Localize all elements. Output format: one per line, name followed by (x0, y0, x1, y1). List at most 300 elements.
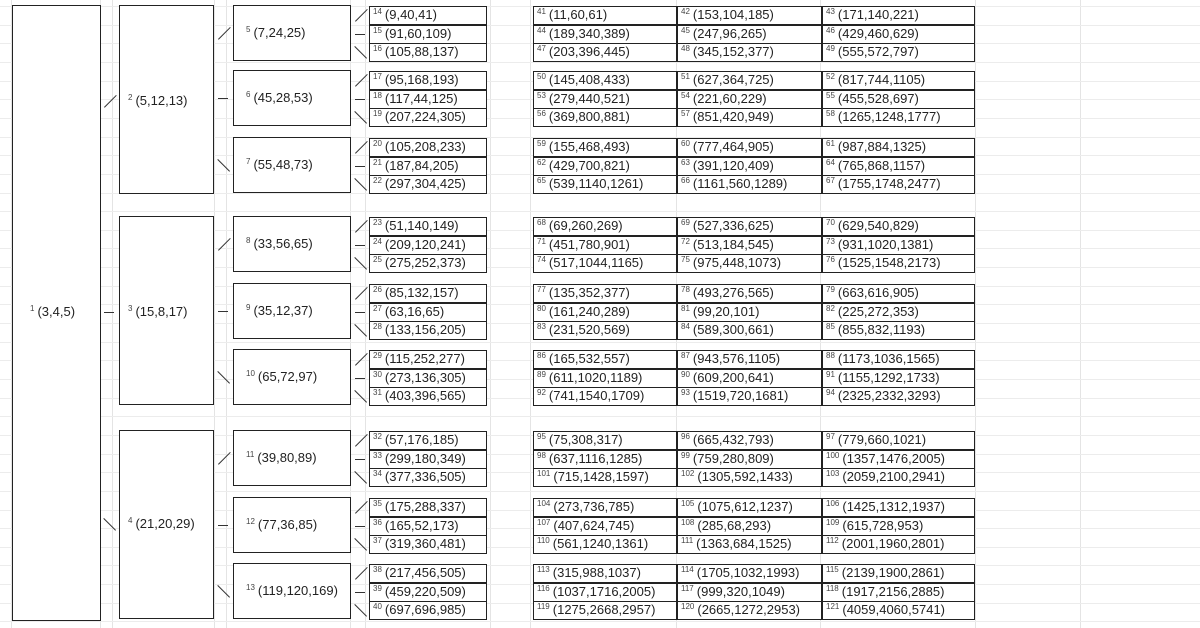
node-index: 60 (681, 139, 690, 148)
level3-cell[interactable] (369, 71, 459, 89)
node-triple: (2001,1960,2801) (841, 536, 945, 551)
level3-cell[interactable] (369, 321, 466, 339)
node-triple: (1363,684,1525) (696, 536, 792, 551)
grid-col-line (490, 0, 491, 628)
node-triple: (117,44,125) (384, 90, 458, 106)
node-triple: (217,456,505) (384, 565, 466, 580)
node-triple: (55,48,73) (253, 157, 313, 172)
level4-cell[interactable] (822, 468, 945, 486)
node-triple: (527,336,625) (692, 218, 774, 233)
node-index: 110 (537, 536, 550, 545)
level4-cell[interactable] (533, 25, 630, 43)
node-index: 121 (826, 602, 840, 611)
node-triple: (275,252,373) (384, 255, 466, 270)
node-triple: (663,616,905) (837, 285, 919, 300)
node-triple: (1161,560,1289) (692, 176, 788, 191)
node-index: 25 (373, 255, 382, 264)
node-triple: (931,1020,1381) (837, 236, 934, 252)
level3-cell[interactable] (369, 583, 466, 601)
level4-cell[interactable] (822, 564, 944, 582)
connector-mid (218, 525, 228, 526)
connector-mid (355, 592, 365, 593)
node-triple: (377,336,505) (384, 469, 466, 484)
node-index: 120 (681, 602, 695, 611)
level4-cell[interactable] (533, 254, 643, 272)
grid-col-line (365, 0, 366, 628)
node-triple: (1173,1036,1565) (837, 351, 940, 366)
level4-cell[interactable] (533, 564, 641, 582)
node-index: 69 (681, 218, 690, 227)
node-index: 46 (826, 25, 835, 35)
level3-cell[interactable] (369, 254, 466, 272)
node-triple: (637,1116,1285) (548, 450, 643, 466)
level4-cell[interactable] (677, 450, 774, 468)
connector-mid (355, 34, 365, 35)
node-triple: (165,532,557) (548, 351, 630, 366)
level4-cell[interactable] (822, 6, 919, 24)
level3-cell[interactable] (369, 284, 459, 302)
node-triple: (407,624,745) (553, 517, 635, 533)
level4-cell[interactable] (677, 157, 774, 175)
node-index: 47 (537, 44, 546, 53)
node-index: 31 (373, 388, 382, 397)
node-index: 105 (681, 499, 695, 508)
node-triple: (369,800,881) (548, 109, 630, 124)
node-triple: (555,572,797) (837, 44, 919, 59)
node-triple: (119,120,169) (257, 583, 338, 598)
level4-cell[interactable] (677, 468, 793, 486)
node-triple: (513,184,545) (692, 236, 774, 252)
node-index: 106 (826, 499, 840, 508)
level3-cell[interactable] (369, 175, 466, 193)
node-index: 82 (826, 303, 835, 313)
level4-cell[interactable] (822, 369, 940, 387)
node-index: 14 (373, 7, 382, 16)
node-triple: (561,1240,1361) (552, 536, 649, 551)
node-triple: (153,104,185) (692, 7, 774, 22)
level4-cell[interactable] (677, 217, 774, 235)
node-triple: (165,52,173) (384, 517, 459, 533)
node-index: 103 (826, 469, 840, 478)
node-triple: (1917,2156,2885) (841, 583, 945, 599)
node-index: 15 (373, 25, 382, 35)
node-index: 41 (537, 7, 546, 16)
level3-cell[interactable] (369, 43, 459, 61)
level4-cell[interactable] (677, 90, 767, 108)
node-index: 67 (826, 176, 835, 185)
level4-cell[interactable] (677, 517, 771, 535)
node-index: 98 (537, 450, 546, 460)
level4-cell[interactable] (533, 303, 630, 321)
level2-node-label (246, 24, 306, 42)
node-triple: (715,1428,1597) (553, 469, 649, 484)
node-triple: (203,396,445) (548, 44, 630, 59)
level4-cell[interactable] (533, 236, 630, 254)
node-triple: (391,120,409) (692, 157, 774, 173)
node-index: 5 (246, 25, 251, 34)
level3-cell[interactable] (369, 6, 437, 24)
level4-cell[interactable] (677, 236, 774, 254)
level3-cell[interactable] (369, 217, 459, 235)
level4-cell[interactable] (677, 387, 788, 405)
node-triple: (765,868,1157) (837, 157, 926, 173)
connector-mid (355, 378, 365, 379)
level4-cell[interactable] (677, 583, 785, 601)
level3-cell[interactable] (369, 157, 459, 175)
node-index: 94 (826, 388, 835, 397)
level3-cell[interactable] (369, 303, 444, 321)
level4-cell[interactable] (822, 284, 919, 302)
node-triple: (77,36,85) (257, 517, 318, 532)
node-triple: (1705,1032,1993) (696, 565, 800, 580)
level4-cell[interactable] (533, 369, 642, 387)
level1-node-label (128, 92, 188, 110)
node-index: 28 (373, 322, 382, 331)
level4-cell[interactable] (533, 157, 630, 175)
node-triple: (273,136,305) (384, 369, 466, 385)
node-triple: (161,240,289) (548, 303, 630, 319)
node-triple: (589,300,661) (692, 322, 774, 337)
node-index: 85 (826, 322, 835, 331)
node-index: 104 (537, 499, 551, 508)
level3-cell[interactable] (369, 601, 466, 619)
node-index: 80 (537, 303, 546, 313)
level4-cell[interactable] (822, 90, 919, 108)
level4-cell[interactable] (533, 498, 634, 516)
node-triple: (777,464,905) (692, 139, 774, 154)
level4-cell[interactable] (677, 350, 780, 368)
level3-cell[interactable] (369, 108, 466, 126)
node-triple: (115,252,277) (384, 351, 465, 366)
level3-cell[interactable] (369, 138, 466, 156)
node-triple: (63,16,65) (384, 303, 445, 319)
node-index: 70 (826, 218, 835, 227)
grid-col-line (226, 0, 227, 628)
level4-cell[interactable] (533, 601, 655, 619)
node-index: 78 (681, 285, 690, 294)
node-triple: (1357,1476,2005) (842, 450, 946, 466)
node-index: 40 (373, 602, 382, 611)
connector-down (217, 585, 230, 598)
level4-cell[interactable] (822, 321, 925, 339)
level4-cell[interactable] (533, 43, 630, 61)
level4-cell[interactable] (533, 350, 630, 368)
node-index: 88 (826, 351, 835, 360)
level2-node-label (246, 582, 338, 600)
node-triple: (231,520,569) (548, 322, 630, 337)
node-triple: (459,220,509) (384, 583, 466, 599)
grid-col-line (214, 0, 215, 628)
level4-cell[interactable] (533, 468, 649, 486)
level4-cell[interactable] (822, 431, 926, 449)
level1-node-label (128, 515, 195, 533)
level4-cell[interactable] (533, 175, 643, 193)
level4-cell[interactable] (822, 108, 941, 126)
level4-cell[interactable] (822, 138, 926, 156)
level4-cell[interactable] (533, 71, 630, 89)
node-index: 22 (373, 176, 382, 185)
level4-cell[interactable] (822, 303, 919, 321)
node-triple: (65,72,97) (257, 369, 318, 384)
node-triple: (145,408,433) (548, 72, 630, 87)
level3-cell[interactable] (369, 498, 466, 516)
node-triple: (279,440,521) (548, 90, 630, 106)
level4-cell[interactable] (677, 321, 774, 339)
level4-cell[interactable] (677, 71, 774, 89)
level4-cell[interactable] (533, 284, 630, 302)
node-triple: (21,20,29) (135, 516, 195, 531)
level4-cell[interactable] (533, 321, 630, 339)
level4-cell[interactable] (822, 350, 940, 368)
node-triple: (209,120,241) (384, 236, 466, 252)
node-index: 13 (246, 583, 255, 592)
connector-mid (218, 311, 228, 312)
level4-cell[interactable] (533, 108, 630, 126)
node-index: 48 (681, 44, 690, 53)
node-index: 116 (537, 583, 550, 593)
level4-cell[interactable] (677, 25, 767, 43)
node-index: 20 (373, 139, 382, 148)
level4-cell[interactable] (677, 369, 774, 387)
node-triple: (665,432,793) (692, 432, 774, 447)
level4-cell[interactable] (533, 517, 634, 535)
node-index: 12 (246, 517, 255, 526)
node-index: 83 (537, 322, 546, 331)
node-index: 7 (246, 157, 251, 166)
node-triple: (33,56,65) (253, 236, 313, 251)
node-index: 119 (537, 602, 550, 611)
connector-up (104, 95, 117, 108)
level4-cell[interactable] (677, 601, 800, 619)
level3-cell[interactable] (369, 369, 466, 387)
level4-cell[interactable] (533, 217, 623, 235)
level4-cell[interactable] (822, 157, 925, 175)
node-triple: (11,60,61) (548, 7, 608, 22)
node-triple: (99,20,101) (692, 303, 760, 319)
level4-cell[interactable] (822, 25, 919, 43)
level4-cell[interactable] (822, 387, 941, 405)
level2-node-label (246, 449, 317, 467)
node-triple: (319,360,481) (384, 536, 466, 551)
level4-cell[interactable] (822, 535, 944, 553)
level4-cell[interactable] (822, 583, 944, 601)
level4-cell[interactable] (677, 431, 774, 449)
node-triple: (1075,612,1237) (697, 499, 793, 514)
level3-cell[interactable] (369, 517, 459, 535)
level3-cell[interactable] (369, 387, 466, 405)
node-index: 81 (681, 303, 690, 313)
node-index: 90 (681, 369, 690, 379)
level3-cell[interactable] (369, 535, 466, 553)
level4-cell[interactable] (822, 498, 945, 516)
node-index: 61 (826, 139, 835, 148)
node-triple: (345,152,377) (692, 44, 774, 59)
node-index: 29 (373, 351, 382, 360)
level3-cell[interactable] (369, 25, 451, 43)
level4-cell[interactable] (677, 138, 774, 156)
node-index: 115 (826, 565, 839, 574)
level2-node-label (246, 368, 317, 386)
connector-mid (355, 245, 365, 246)
node-index: 21 (373, 157, 382, 167)
level4-cell[interactable] (677, 284, 774, 302)
node-index: 58 (826, 109, 835, 118)
level3-cell[interactable] (369, 450, 466, 468)
node-index: 43 (826, 7, 835, 16)
node-index: 113 (537, 565, 550, 574)
node-index: 109 (826, 517, 840, 527)
node-index: 17 (373, 72, 382, 81)
node-triple: (15,8,17) (135, 304, 188, 319)
level4-cell[interactable] (822, 450, 945, 468)
node-triple: (779,660,1021) (837, 432, 927, 447)
grid-col-line (530, 0, 531, 628)
node-index: 73 (826, 236, 835, 246)
level1-node-label (128, 303, 188, 321)
node-index: 114 (681, 565, 694, 574)
level4-cell[interactable] (822, 43, 919, 61)
node-triple: (189,340,389) (548, 25, 630, 41)
node-index: 4 (128, 516, 133, 525)
node-triple: (315,988,1037) (552, 565, 641, 580)
node-index: 84 (681, 322, 690, 331)
level4-cell[interactable] (677, 43, 774, 61)
level2-node-label (246, 516, 317, 534)
level4-cell[interactable] (533, 138, 630, 156)
node-index: 91 (826, 369, 835, 379)
node-index: 77 (537, 285, 546, 294)
level4-cell[interactable] (677, 498, 793, 516)
node-triple: (629,540,829) (837, 218, 919, 233)
node-triple: (429,700,821) (548, 157, 630, 173)
node-index: 101 (537, 469, 551, 478)
node-triple: (155,468,493) (548, 139, 630, 154)
node-index: 55 (826, 90, 835, 100)
connector-mid (218, 98, 228, 99)
level2-node-label (246, 89, 313, 107)
level4-cell[interactable] (533, 450, 642, 468)
node-triple: (403,396,565) (384, 388, 466, 403)
level4-cell[interactable] (677, 254, 781, 272)
node-index: 92 (537, 388, 546, 397)
level4-cell[interactable] (533, 387, 644, 405)
node-triple: (1275,2668,2957) (552, 602, 656, 617)
node-triple: (999,320,1049) (696, 583, 785, 599)
node-index: 33 (373, 450, 382, 460)
node-index: 112 (826, 536, 839, 545)
node-index: 19 (373, 109, 382, 118)
node-index: 59 (537, 139, 546, 148)
level4-cell[interactable] (677, 303, 759, 321)
level4-cell[interactable] (822, 217, 919, 235)
node-triple: (611,1020,1189) (548, 369, 643, 385)
level4-cell[interactable] (677, 6, 774, 24)
node-triple: (1265,1248,1777) (837, 109, 941, 124)
node-index: 23 (373, 218, 382, 227)
node-index: 117 (681, 583, 694, 593)
connector-mid (355, 99, 365, 100)
level4-cell[interactable] (677, 535, 792, 553)
level3-cell[interactable] (369, 431, 459, 449)
node-index: 10 (246, 369, 255, 378)
node-index: 72 (681, 236, 690, 246)
node-index: 50 (537, 72, 546, 81)
level4-cell[interactable] (822, 517, 923, 535)
node-index: 24 (373, 236, 382, 246)
node-index: 53 (537, 90, 546, 100)
node-triple: (1519,720,1681) (692, 388, 789, 403)
node-index: 118 (826, 583, 839, 593)
node-index: 39 (373, 583, 382, 593)
level4-cell[interactable] (822, 71, 925, 89)
level4-cell[interactable] (822, 175, 941, 193)
node-triple: (539,1140,1261) (548, 176, 644, 191)
node-triple: (171,140,221) (837, 7, 919, 22)
level4-cell[interactable] (822, 254, 941, 272)
node-index: 87 (681, 351, 690, 360)
node-index: 100 (826, 450, 840, 460)
level4-cell[interactable] (533, 583, 655, 601)
level4-cell[interactable] (533, 90, 630, 108)
node-index: 11 (246, 450, 255, 459)
level2-node-label (246, 235, 313, 253)
node-index: 68 (537, 218, 546, 227)
connector-mid (104, 312, 114, 313)
node-index: 42 (681, 7, 690, 16)
node-triple: (133,156,205) (384, 322, 466, 337)
node-triple: (187,84,205) (384, 157, 459, 173)
node-triple: (221,60,229) (692, 90, 767, 106)
node-triple: (35,12,37) (253, 303, 313, 318)
level3-cell[interactable] (369, 468, 466, 486)
node-triple: (855,832,1193) (837, 322, 926, 337)
level3-cell[interactable] (369, 564, 466, 582)
connector-down (217, 371, 230, 384)
grid-col-line (1080, 0, 1081, 628)
level4-cell[interactable] (822, 236, 933, 254)
node-index: 44 (537, 25, 546, 35)
level4-cell[interactable] (822, 601, 945, 619)
node-index: 97 (826, 432, 835, 441)
level3-cell[interactable] (369, 90, 458, 108)
level4-cell[interactable] (533, 431, 623, 449)
node-index: 18 (373, 90, 382, 100)
grid-row-line (0, 416, 1200, 417)
level3-cell[interactable] (369, 350, 465, 368)
level4-cell[interactable] (677, 175, 787, 193)
node-triple: (57,176,185) (384, 432, 459, 447)
node-index: 64 (826, 157, 835, 167)
node-index: 16 (373, 44, 382, 53)
grid-col-line (975, 0, 976, 628)
level4-cell[interactable] (533, 6, 607, 24)
node-triple: (75,308,317) (548, 432, 623, 447)
level3-cell[interactable] (369, 236, 466, 254)
node-index: 38 (373, 565, 382, 574)
node-triple: (517,1044,1165) (548, 255, 644, 270)
level4-cell[interactable] (677, 108, 774, 126)
node-triple: (1425,1312,1937) (842, 499, 946, 514)
level4-cell[interactable] (533, 535, 648, 553)
node-index: 63 (681, 157, 690, 167)
level4-cell[interactable] (677, 564, 799, 582)
node-index: 95 (537, 432, 546, 441)
node-triple: (943,576,1105) (692, 351, 781, 366)
node-index: 76 (826, 255, 835, 264)
node-index: 54 (681, 90, 690, 100)
node-triple: (5,12,13) (135, 93, 188, 108)
node-index: 45 (681, 25, 690, 35)
